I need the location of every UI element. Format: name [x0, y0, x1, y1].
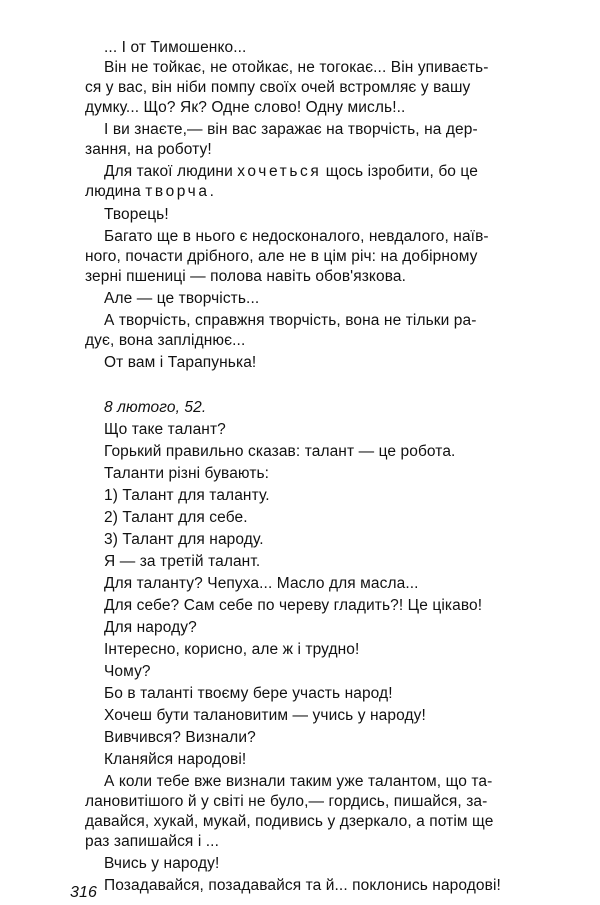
text-line: дує, вона запліднює... [85, 332, 246, 349]
text-line: Для таланту? Чепуха... Масло для масла... [104, 575, 419, 592]
text-line: І ви знаєте,— він вас заражає на творчість, на дер- [104, 121, 478, 138]
text-line [85, 182, 214, 202]
text-line: Хочеш бути талановитим — учись у народу! [104, 707, 426, 724]
text-line: давайся, хукай, мукай, подивись у дзеркало, а потім ще [85, 813, 494, 830]
spaced-emphasis: хочеться [237, 163, 322, 180]
text-line: А творчість, справжня творчість, вона не тільки ра- [104, 312, 477, 329]
text-segment: людина [85, 183, 146, 200]
text-line: Таланти різні бувають: [104, 465, 270, 482]
text-line: лановитішого й у світі не було,— гордись, пишайся, за- [85, 793, 488, 810]
text-line: Творець! [104, 206, 169, 223]
text-line: Багато ще в нього є недосконалого, невдалого, наїв- [104, 228, 489, 245]
text-line: Для себе? Сам себе по череву гладить?! Це цікаво! [104, 597, 483, 614]
text-line: ... І от Тимошенко... [104, 39, 247, 56]
text-line: Вчись у народу! [104, 855, 220, 872]
text-line: раз запишайся і ... [85, 833, 219, 850]
text-segment: . [209, 183, 214, 200]
text-line: Він не тойкає, не отойкає, не тогокає... Він упиваєть- [104, 59, 489, 76]
text-segment: щось ізробити, бо це [321, 163, 478, 180]
text-line: Але — це творчість... [104, 290, 260, 307]
text-line: зання, на роботу! [85, 141, 212, 158]
list-item: 1) Талант для таланту. [104, 487, 270, 504]
text-line: Позадавайся, позадавайся та й... поклонись народові! [104, 877, 501, 894]
text-line: ного, почасти дрібного, але не в цім річ: на добірному [85, 248, 478, 265]
text-line: Чому? [104, 663, 151, 680]
text-line: Вивчився? Визнали? [104, 729, 256, 746]
list-item: 3) Талант для народу. [104, 531, 264, 548]
text-segment: Для такої людини [104, 163, 238, 180]
spaced-emphasis: творча [145, 183, 210, 200]
text-line: Кланяйся народові! [104, 751, 247, 768]
text-line: Інтересно, корисно, але ж і трудно! [104, 641, 360, 658]
page-number: 316 [70, 884, 97, 901]
text-line: Горький правильно сказав: талант — це робота. [104, 443, 456, 460]
text-line: думку... Що? Як? Одне слово! Одну мисль!.. [85, 99, 406, 116]
text-line: зерні пшениці — полова навіть обов'язкова. [85, 268, 406, 285]
text-line: Що таке талант? [104, 421, 226, 438]
text-line: Бо в таланті твоєму бере участь народ! [104, 685, 393, 702]
text-line [104, 162, 478, 182]
text-line: ся у вас, він ніби помпу своїх очей встромляє у вашу [85, 79, 471, 96]
text-line: Я — за третій талант. [104, 553, 261, 570]
text-line: Для народу? [104, 619, 197, 636]
date-heading: 8 лютого, 52. [104, 399, 207, 416]
text-line: А коли тебе вже визнали таким уже талантом, що та- [104, 773, 493, 790]
text-line: От вам і Тарапунька! [104, 354, 257, 371]
list-item: 2) Талант для себе. [104, 509, 248, 526]
